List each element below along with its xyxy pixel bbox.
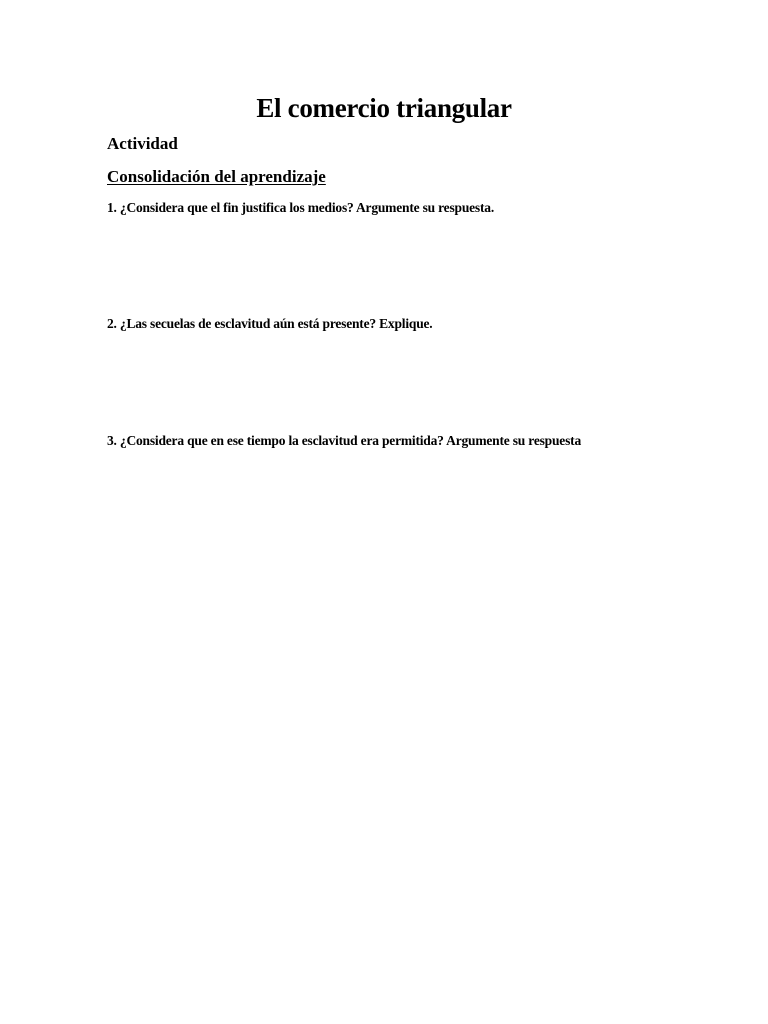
- question-1: 1. ¿Considera que el fin justifica los medios? Argumente su respuesta.: [107, 200, 495, 215]
- document-title: El comercio triangular: [256, 93, 512, 123]
- section-heading: Consolidación del aprendizaje: [107, 167, 326, 186]
- question-3: 3. ¿Considera que en ese tiempo la esclavitud era permitida? Argumente su respuesta: [107, 433, 581, 448]
- activity-label: Actividad: [107, 134, 178, 153]
- question-2: 2. ¿Las secuelas de esclavitud aún está presente? Explique.: [107, 316, 433, 331]
